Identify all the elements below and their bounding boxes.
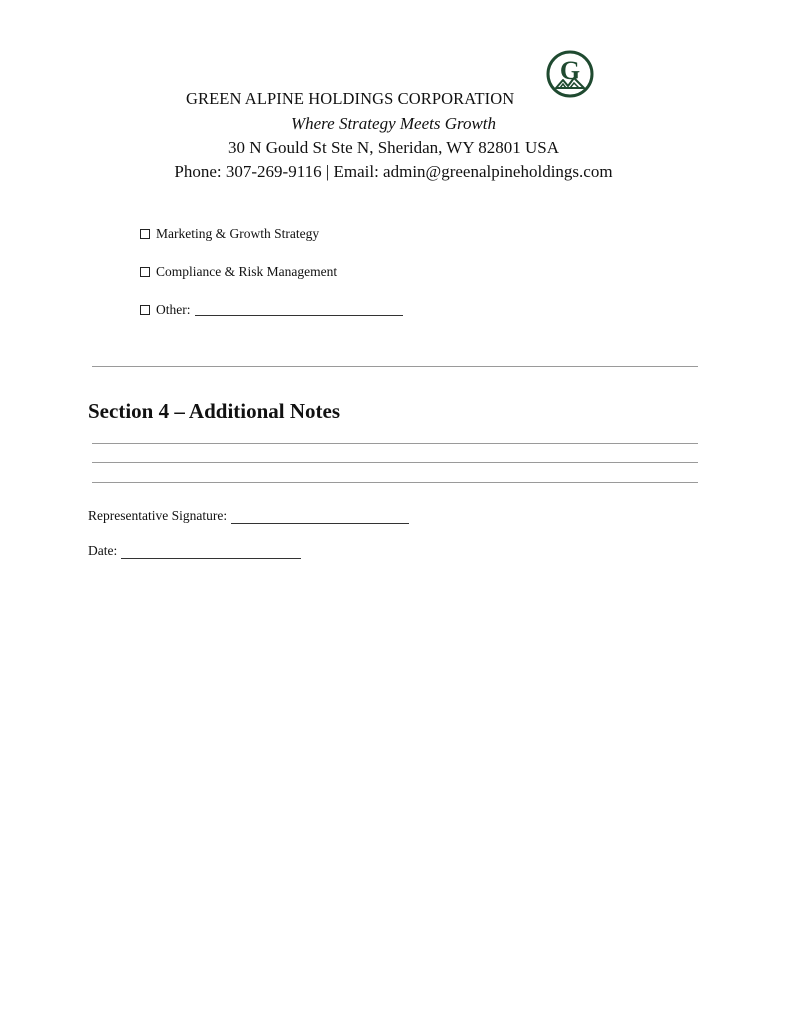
checkbox-option-marketing[interactable]	[140, 226, 319, 242]
checkbox-label: Compliance & Risk Management	[156, 264, 338, 279]
company-contact: Phone: 307-269-9116 | Email: admin@greenalpineholdings.com	[174, 162, 613, 181]
date-row	[88, 543, 301, 559]
section-divider	[92, 366, 698, 367]
notes-line-2[interactable]	[92, 462, 698, 463]
company-tagline: Where Strategy Meets Growth	[290, 114, 497, 133]
logo-letter: G	[559, 56, 581, 85]
checkbox-icon[interactable]	[140, 305, 150, 315]
checkbox-label: Other:	[156, 302, 191, 317]
notes-line-1[interactable]	[92, 443, 698, 444]
date-label: Date:	[88, 543, 118, 558]
checkbox-option-other[interactable]	[140, 302, 403, 318]
checkbox-icon[interactable]	[140, 229, 150, 239]
section-4-heading: Section 4 – Additional Notes	[88, 399, 341, 423]
other-fill-line[interactable]	[195, 304, 403, 316]
signature-fill-line[interactable]	[231, 511, 409, 524]
checkbox-icon[interactable]	[140, 267, 150, 277]
g-mountain-logo-icon	[546, 50, 594, 98]
notes-line-3[interactable]	[92, 482, 698, 483]
signature-row	[88, 508, 409, 524]
company-address: 30 N Gould St Ste N, Sheridan, WY 82801 USA	[227, 138, 560, 157]
checkbox-label: Marketing & Growth Strategy	[156, 226, 320, 241]
company-name: GREEN ALPINE HOLDINGS CORPORATION	[186, 89, 515, 108]
date-fill-line[interactable]	[121, 546, 301, 559]
checkbox-option-compliance[interactable]	[140, 264, 337, 280]
signature-label: Representative Signature:	[88, 508, 228, 523]
